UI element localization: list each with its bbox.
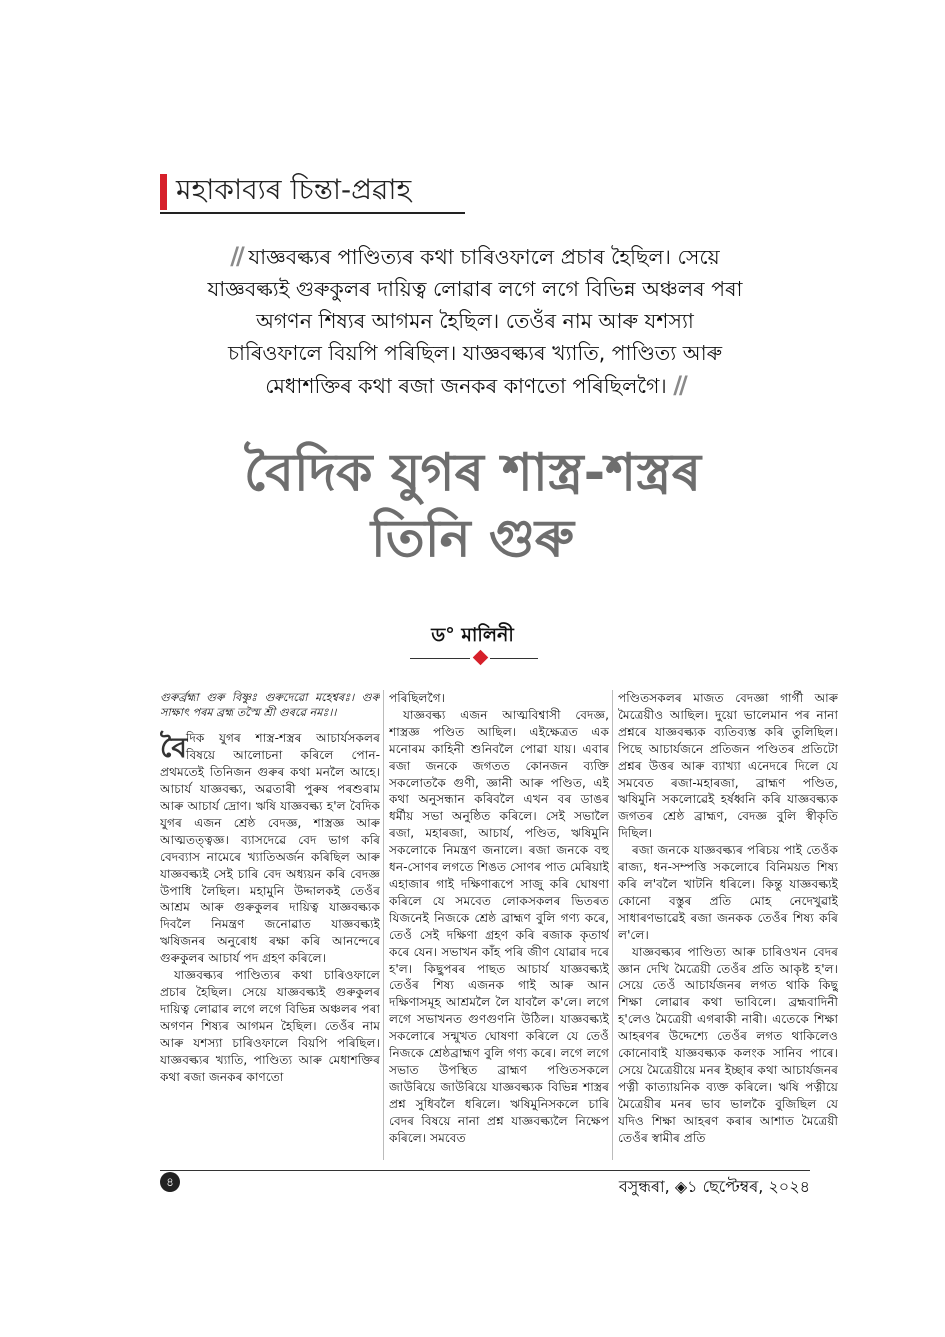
section-accent-bar: [160, 174, 167, 210]
article-paragraph: যাজ্ঞবল্ক্যৰ পাণ্ডিত্যৰ কথা চাৰিওফালে প্ৰচাৰ হৈছিল। সেয়ে যাজ্ঞবল্ক্যই গুৰুকুলৰ দায়িত্ব লোৱাৰ লগে লগে বিভিন্ন অঞ্চলৰ পৰা অগণন শিষ্যৰ আগমন হৈছিল। তেওঁৰ নাম আৰু যশস্যা চাৰিওফালে বিয়পি পৰিছিল। যাজ্ঞবল্ক্যৰ খ্যাতি, পাণ্ডিত্য আৰু মেধাশক্তিৰ কথা ৰজা জনকৰ কাণতো: [160, 968, 380, 1084]
pull-quote-line: চাৰিওফালে বিয়পি পৰিছিল। যাজ্ঞবল্ক্যৰ খ্যাতি, পাণ্ডিত্য আৰু: [227, 341, 723, 365]
column-divider: [612, 690, 613, 1160]
article-paragraph: যাজ্ঞবল্ক্য এজন আত্মবিশ্বাসী বেদজ্ঞ, শাস্ত্ৰজ্ঞ পণ্ডিত আছিল। এইক্ষেত্ৰত এক মনোৰম কাহিনী শুনিবলৈ পোৱা যায়। এবাৰ ৰজা জনকে জগতত কোনজন ব্যক্তি সকলোতকৈ গুণী, জ্ঞানী আৰু পণ্ডিত, এই কথা অনুসন্ধান কৰিবলৈ এখন বৰ ডাঙৰ ধৰ্মীয় সভা অনুষ্ঠিত কৰিলে। সেই সভালৈ ৰজা, মহাৰজা, আচাৰ্য, পণ্ডিত, ঋষিমুনি সকলোকে নিমন্ত্ৰণ জনালে। ৰজা জনকে বহু ধন-সোণৰ লগতে শিঙত সোণৰ পাত মেৰিয়াই এহাজাৰ গাই দক্ষিণাৰূপে সাজু কৰি ঘোষণা কৰিলে যে সমবেত লোকসকলৰ ভিতৰত যিজনেই নিজকে শ্ৰেষ্ঠ ব্ৰাহ্মণ বুলি গণ্য কৰে, তেওঁ সেই দক্ষিণা গ্ৰহণ কৰি ৰজাক কৃতাৰ্থ কৰে যেন। সভাখন কাঁহ পৰি জীণ যোৱাৰ দৰে হ'ল। কিছুপৰৰ পাছত আচাৰ্য যাজ্ঞবল্ক্যই তেওঁৰ শিষ্য এজনক গাই আৰু আন দক্ষিণাসমূহ আশ্ৰমলৈ লৈ যাবলৈ ক'লে। লগে লগে সভাখনত গুণগুণনি উঠিল। যাজ্ঞবল্ক্যই সকলোৰে সন্মুখত ঘোষণা কৰিলে যে তেওঁ নিজকে শ্ৰেষ্ঠব্ৰাহ্মণ বুলি গণ্য কৰে। লগে লগে সভাত উপস্থিত ব্ৰাহ্মণ পণ্ডিতসকলে জাউৰিয়ে জাউৰিয়ে যাজ্ঞবল্ক্যক বিভিন্ন শাস্ত্ৰৰ প্ৰশ্ন সুধিবলৈ ধৰিলে। ঋষিমুনিসকলে চাৰি বেদৰ বিষয়ে নানা প্ৰশ্ন যাজ্ঞবল্ক্যলৈ নিক্ষেপ কৰিলে। সমবেত: [389, 707, 609, 1145]
pull-quote-line: যাজ্ঞবল্ক্যই গুৰুকুলৰ দায়িত্ব লোৱাৰ লগে লগে বিভিন্ন অঞ্চলৰ পৰা: [207, 277, 743, 301]
article-paragraph: পণ্ডিতসকলৰ মাজত বেদজ্ঞা গাৰ্গী আৰু মৈত্ৰেয়ীও আছিল। দুয়ো ভালেমান পৰ নানা প্ৰশ্নৰে যাজ্ঞবল্ক্যক ব্যতিব্যস্ত কৰি তুলিছিল। পিছে আচাৰ্যজনে প্ৰতিজন পণ্ডিতৰ প্ৰতিটো প্ৰশ্নৰ উত্তৰ আৰু ব্যাখ্যা এনেদৰে দিলে যে সমবেত ৰজা-মহাৰজা, ব্ৰাহ্মণ পণ্ডিত, ঋষিমুনি সকলোৱেই হৰ্ষধ্বনি কৰি যাজ্ঞবল্ক্যক জগতৰ শ্ৰেষ্ঠ ব্ৰাহ্মণ, বেদজ্ঞ বুলি স্বীকৃতি দিছিল।: [618, 691, 838, 841]
article-paragraph: যাজ্ঞবল্ক্যৰ পাণ্ডিত্য আৰু চাৰিওখন বেদৰ জ্ঞান দেখি মৈত্ৰেয়ী তেওঁৰ প্ৰতি আকৃষ্ট হ'ল। সেয়ে তেওঁ আচাৰ্যজনৰ লগত থাকি কিছু শিক্ষা লোৱাৰ কথা ভাবিলে। ব্ৰহ্মবাদিনী হ'লেও মৈত্ৰেয়ী এগৰাকী নাৰী। এতেকে শিক্ষা আহৰণৰ উদ্দেশ্যে তেওঁৰ লগত থাকিলেও কোনোবাই যাজ্ঞবল্ক্যক কলংক সানিব পাৰে। সেয়ে মৈত্ৰেয়ীয়ে মনৰ ইচ্ছাৰ কথা আচাৰ্যজনৰ পত্নী কাত্যায়নিক ব্যক্ত কৰিলে। ঋষি পত্নীয়ে মৈত্ৰেয়ীৰ মনৰ ভাব ভালকৈ বুজিছিল যে যদিও শিক্ষা আহৰণ কৰাৰ আশাত মৈত্ৰেয়ী তেওঁৰ স্বামীৰ প্ৰতি: [618, 944, 838, 1145]
publication-footer: বসুন্ধৰা, ◈১ ছেপ্টেম্বৰ, ২০২৪: [618, 1177, 810, 1196]
byline-rule-left: [410, 658, 470, 659]
pull-quote: [155, 240, 795, 400]
article-column-1: [160, 690, 380, 1160]
article-column-2: [389, 690, 609, 1160]
pull-quote-line: মেধাশক্তিৰ কথা ৰজা জনকৰ কাণতো পৰিছিলগৈ।: [265, 374, 667, 398]
title-line-1: বৈদিক যুগৰ শাস্ত্ৰ-শস্ত্ৰৰ: [243, 443, 702, 503]
sanskrit-verse: গুৰুৰ্ব্ৰহ্মা গুৰু বিষ্ণুঃ গুৰুদেৱো মহেশ্বৰঃ। গুৰু সাক্ষাৎ পৰম ব্ৰহ্ম তস্মৈ শ্ৰী গুৰৱে নমঃ।।: [160, 691, 380, 720]
open-quote-mark: //: [230, 242, 242, 270]
article-paragraph: [160, 730, 380, 967]
article-column-3: [618, 690, 838, 1160]
section-header: [160, 170, 465, 214]
article-paragraph: পৰিছিলগৈ।: [389, 691, 446, 705]
footer-rule: [160, 1170, 810, 1171]
author-byline: ড° মালিনী: [431, 624, 514, 646]
article-paragraph: ৰজা জনকে যাজ্ঞবল্ক্যৰ পৰিচয় পাই তেওঁক ৰাজ্য, ধন-সম্পত্তি সকলোৰে বিনিময়ত শিষ্য কৰি ল'বলৈ খাটনি ধৰিলে। কিন্তু যাজ্ঞবল্ক্যই কোনো বস্তুৰ প্ৰতি মোহ নেদেখুৱাই সাধাৰণভাৱেই ৰজা জনকক তেওঁৰ শিষ্য কৰি ল'লে।: [618, 843, 838, 942]
close-quote-mark: //: [673, 371, 685, 399]
paragraph-text: দিক যুগৰ শাস্ত্ৰ-শস্ত্ৰৰ আচাৰ্যসকলৰ বিষয়ে আলোচনা কৰিলে পোন-প্ৰথমতেই তিনিজন গুৰুৰ কথা মনলৈ আহে। আচাৰ্য যাজ্ঞবল্ক্য, অৱতাৰী পুৰুষ পৰশুৰাম আৰু আচাৰ্য দ্ৰোণ। ঋষি যাজ্ঞবল্ক্য হ'ল বৈদিক যুগৰ এজন শ্ৰেষ্ঠ বেদজ্ঞ, শাস্ত্ৰজ্ঞ আৰু আত্মতত্ত্বজ্ঞ। ব্যাসদেৱে বেদ ভাগ কৰি বেদব্যাস নামেৰে খ্যাতিঅৰ্জন কৰিছিল আৰু যাজ্ঞবল্ক্যই সেই চাৰি বেদ অধ্যয়ন কৰি বেদজ্ঞ উপাধি লৈছিল। মহামুনি উদ্দালকই তেওঁৰ আশ্ৰম আৰু গুৰুকুলৰ দায়িত্ব যাজ্ঞবল্ক্যক দিবলৈ নিমন্ত্ৰণ জনোৱাত যাজ্ঞবল্ক্যই ঋষিজনৰ অনুৰোধ ৰক্ষা কৰি আনন্দেৰে গুৰুকুলৰ আচাৰ্য পদ গ্ৰহণ কৰিলে।: [160, 731, 380, 966]
article-title: [150, 440, 795, 572]
diamond-ornament-icon: [473, 650, 489, 666]
title-line-2: তিনি গুৰু: [370, 509, 575, 569]
drop-cap: বৈ: [160, 731, 187, 765]
page-number: ৪: [160, 1172, 180, 1192]
column-divider: [383, 690, 384, 1160]
byline-rule-right: [490, 658, 538, 659]
section-title: মহাকাব্যৰ চিন্তা-প্ৰৱাহ: [176, 173, 412, 206]
pull-quote-line: যাজ্ঞবল্ক্যৰ পাণ্ডিত্যৰ কথা চাৰিওফালে প্ৰচাৰ হৈছিল। সেয়ে: [248, 245, 720, 269]
pull-quote-line: অগণন শিষ্যৰ আগমন হৈছিল। তেওঁৰ নাম আৰু যশস্যা: [256, 309, 694, 333]
